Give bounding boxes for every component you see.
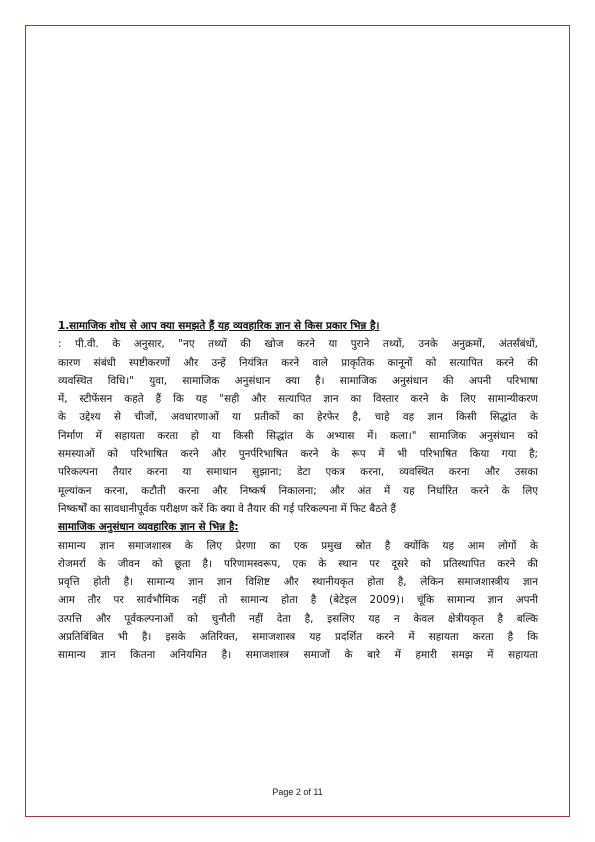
paragraph-line: रोजमर्रा के जीवन को छूता है। परिणामस्वरूप, एक के स्थान पर दूसरे को प्रतिस्थापित करने की <box>58 557 538 570</box>
document-body <box>58 317 538 665</box>
comparison-paragraph <box>58 537 538 665</box>
section-subheading: सामाजिक अनुसंधान व्यवहारिक ज्ञान से भिन्न है: <box>58 521 239 534</box>
paragraph-line: समस्याओं को परिभाषित करने और पुनर्परिभाषित करने के रूप में भी परिभाषित किया गया है; <box>58 448 538 461</box>
paragraph-line: के उद्देश्य से चीजों, अवधारणाओं या प्रतीकों का हेरफेर है, चाहे वह ज्ञान किसी सिद्धांत के <box>58 411 538 424</box>
paragraph-line: निर्माण में सहायता करता हो या किसी सिद्धांत के अभ्यास में। कला।" सामाजिक अनुसंधान को <box>58 429 538 442</box>
paragraph-line: उत्पत्ति और पूर्वकल्पनाओं को चुनौती नहीं देता है, इसलिए यह न केवल क्षेत्रीयकृत है बल्कि <box>58 612 538 625</box>
paragraph-line: प्रवृत्ति होती है। सामान्य ज्ञान ज्ञान विशिष्ट और स्थानीयकृत होता है, लेकिन समाजशास्त्रीय ज्ञान <box>58 576 538 589</box>
paragraph-line: सामान्य ज्ञान कितना अनियमित है। समाजशास्त्र समाजों के बारे में हमारी समझ में सहायता <box>58 649 538 662</box>
paragraph-line: कारण संबंधी स्पष्टीकरणों और उन्हें नियंत्रित करने वाले प्राकृतिक कानूनों को सत्यापित करने की <box>58 356 538 369</box>
paragraph-line: मूल्यांकन करना, कटौती करना और निष्कर्ष निकालना; और अंत में यह निर्धारित करने के लिए <box>58 484 538 497</box>
paragraph-line: अप्रतिबिंबित भी है। इसके अतिरिक्त, समाजशास्त्र यह प्रदर्शित करने में सहायता करता है कि <box>58 631 538 644</box>
paragraph-line: परिकल्पना तैयार करना या समाधान सुझाना; डेटा एकत्र करना, व्यवस्थित करना और उसका <box>58 466 538 479</box>
paragraph-line: निष्कर्षों का सावधानीपूर्वक परीक्षण करें कि क्या वे तैयार की गई परिकल्पना में फिट बैठते हैं <box>58 502 396 515</box>
paragraph-line: : पी.वी. के अनुसार, "नए तथ्यों की खोज करने या पुराने तथ्यों, उनके अनुक्रमों, अंतर्संबंधों, <box>58 338 538 351</box>
paragraph-line: आम तौर पर सार्वभौमिक नहीं तो सामान्य होता है (बेटेइल 2009)। चूंकि सामान्य ज्ञान अपनी <box>58 594 538 607</box>
page-number: Page 2 of 11 <box>272 787 323 797</box>
paragraph-line: व्यवस्थित विधि।" युवा, सामाजिक अनुसंधान क्या है। सामाजिक अनुसंधान की अपनी परिभाषा <box>58 374 538 387</box>
question-heading: 1.सामाजिक शोध से आप क्या समझते हैं यह व्यवहारिक ज्ञान से किस प्रकार भिन्न है। <box>58 320 380 332</box>
definition-paragraph <box>58 335 538 518</box>
paragraph-line: सामान्य ज्ञान समाजशास्त्र के लिए प्रेरणा का एक प्रमुख स्रोत है क्योंकि यह आम लोगों के <box>58 539 538 552</box>
paragraph-line: में, स्टीफेंसन कहते हैं कि यह "सही और सत्यापित ज्ञान का विस्तार करने के लिए सामान्यीकरण <box>58 393 538 406</box>
